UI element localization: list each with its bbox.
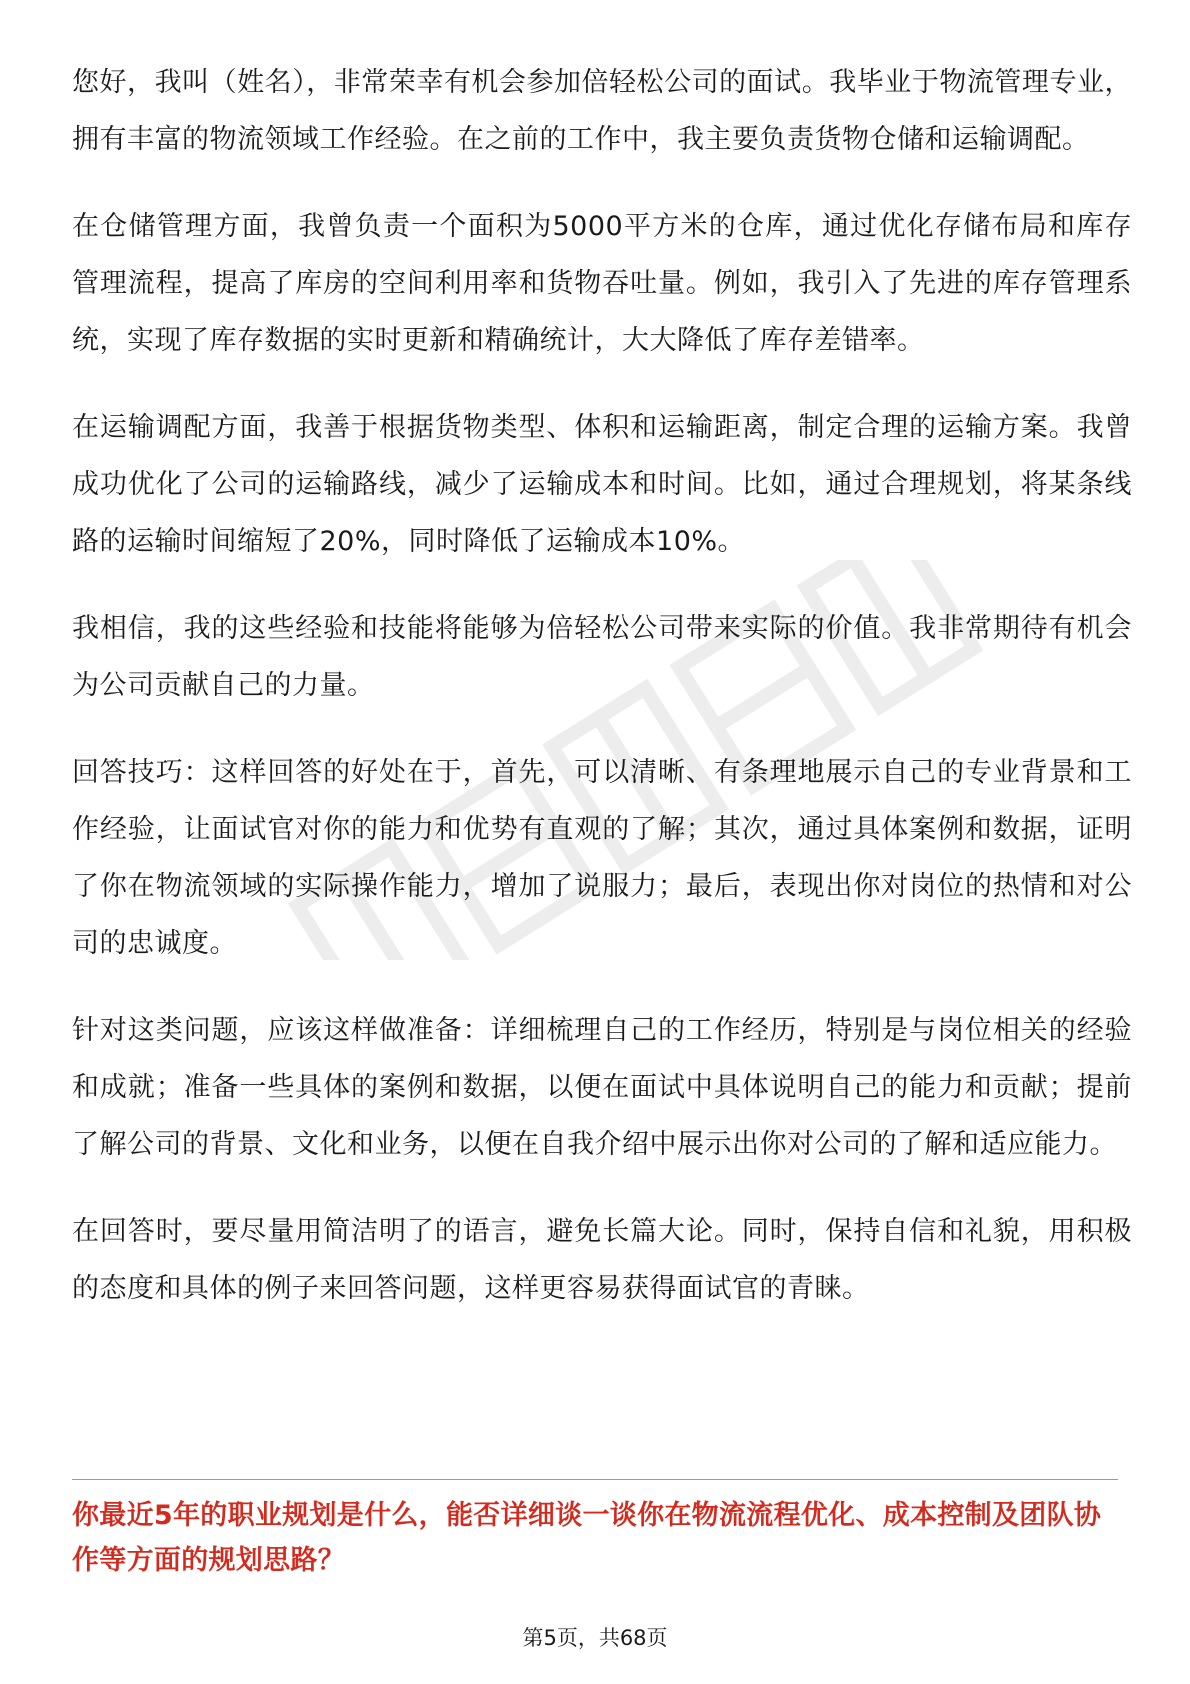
paragraph-tips: 回答技巧：这样回答的好处在于，首先，可以清晰、有条理地展示自己的专业背景和工作经验，让面试官对你的能力和优势有直观的了解；其次，通过具体案例和数据，证明了你在物流领域的实际操作能力，增加了说服力；最后，表现出你对岗位的热情和对公司的忠诚度。	[72, 757, 1132, 959]
paragraph-warehouse: 在仓储管理方面，我曾负责一个面积为5000平方米的仓库，通过优化存储布局和库存管理流程，提高了库房的空间利用率和货物吞吐量。例如，我引入了先进的库存管理系统，实现了库存数据的实时更新和精确统计，大大降低了库存差错率。	[72, 211, 1132, 356]
paragraph-closing: 我相信，我的这些经验和技能将能够为倍轻松公司带来实际的价值。我非常期待有机会为公司贡献自己的力量。	[72, 613, 1132, 701]
paragraph-advice: 在回答时，要尽量用简洁明了的语言，避免长篇大论。同时，保持自信和礼貌，用积极的态度和具体的例子来回答问题，这样更容易获得面试官的青睐。	[72, 1216, 1132, 1304]
section-divider	[72, 1479, 1118, 1480]
page-number: 第5页，共68页	[522, 1626, 668, 1650]
main-content	[72, 54, 1132, 1347]
paragraph-intro: 您好，我叫（姓名），非常荣幸有机会参加倍轻松公司的面试。我毕业于物流管理专业，拥有丰富的物流领域工作经验。在之前的工作中，我主要负责货物仓储和运输调配。	[72, 67, 1132, 155]
paragraph-preparation: 针对这类问题，应该这样做准备：详细梳理自己的工作经历，特别是与岗位相关的经验和成就；准备一些具体的案例和数据，以便在面试中具体说明自己的能力和贡献；提前了解公司的背景、文化和业务，以便在自我介绍中展示出你对公司的了解和适应能力。	[72, 1015, 1132, 1160]
interview-question: 你最近5年的职业规划是什么，能否详细谈一谈你在物流流程优化、成本控制及团队协作等方面的规划思路？	[72, 1500, 1102, 1576]
paragraph-transport: 在运输调配方面，我善于根据货物类型、体积和运输距离，制定合理的运输方案。我曾成功优化了公司的运输路线，减少了运输成本和时间。比如，通过合理规划，将某条线路的运输时间缩短了20%，同时降低了运输成本10%。	[72, 412, 1132, 557]
